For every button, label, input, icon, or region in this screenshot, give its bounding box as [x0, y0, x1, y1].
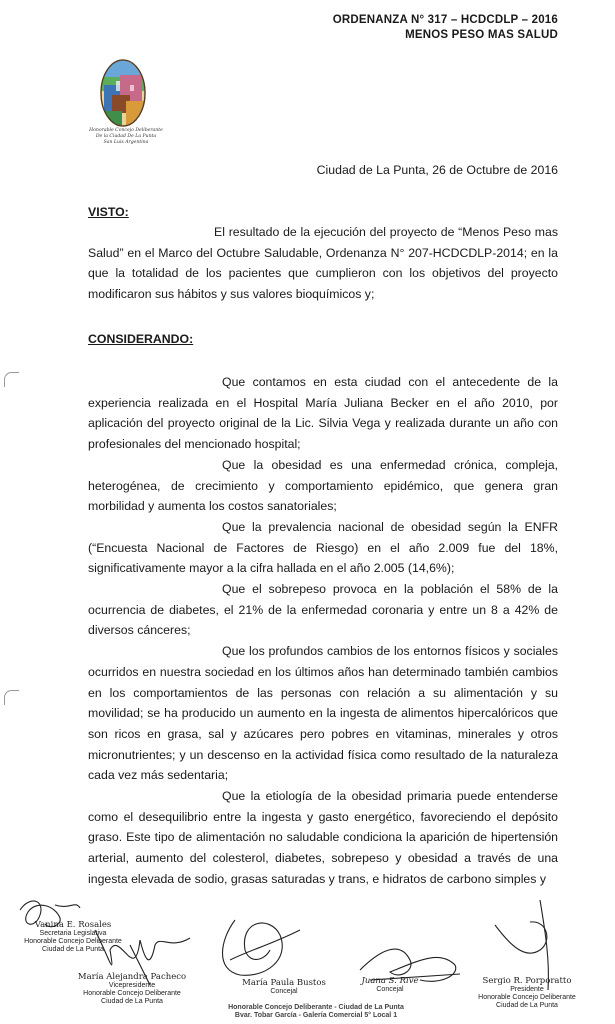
considerando-paragraph: Que contamos en esta ciudad con el antecedente de la experiencia realizada en el Hospital María Juliana Becker en el año 2010, por aplicación del proyecto original de la Lic. Silvia Vega y realizada durante un año con profesionales del mencionado hospital; [88, 375, 558, 452]
signature-area [0, 890, 615, 1024]
ordinance-number: ORDENANZA N° 317 – HCDCDLP – 2016 [332, 14, 558, 26]
considerando-paragraph: Que la etiología de la obesidad primaria puede entenderse como el desequilibrio entre la ingesta y gasto energético, favoreciendo el depósito graso. Este tipo de alimentación no saludable condiciona la aparición de hipertensión arterial, aumento del colesterol, diabetes, sobrepeso y obesidad a través de una ingesta elevada de sodio, grasas saturadas y trans, e hidratos de carbono simples y [88, 789, 558, 886]
ordinance-title: MENOS PESO MAS SALUD [405, 29, 558, 41]
signature-block-secretary: Vanina E. Rosales Secretaria Legislativa Honorable Concejo Deliberante Ciudad de La Punta [24, 920, 122, 953]
visto-paragraph: El resultado de la ejecución del proyecto de “Menos Peso mas Salud” en el Marco del Octubre Saludable, Ordenanza N° 207-HCDCDLP-2014; en la que la totalidad de los pacientes que cumplieron con los objetivos del proyecto modificaron sus hábitos y sus valores bioquímicos y; [88, 225, 558, 302]
signature-block-president: Sergio R. Porporatto Presidente Honorable Concejo Deliberante Ciudad de La Punta [478, 976, 576, 1009]
considerando-body [88, 372, 558, 890]
signature-block-councilor-bustos: María Paula Bustos Concejal [242, 978, 326, 995]
binder-hole [4, 372, 19, 387]
visto-heading: VISTO: [88, 205, 129, 219]
considerando-paragraph: Que el sobrepeso provoca en la población el 58% de la ocurrencia de diabetes, el 21% de la enfermedad coronaria y entre un 8 a 42% de diversos cánceres; [88, 582, 558, 638]
date-line: Ciudad de La Punta, 26 de Octubre de 2016 [316, 163, 558, 177]
considerando-heading: CONSIDERANDO: [88, 332, 194, 346]
signature-block-councilor-rive: Juana S. Rive Concejal [361, 976, 419, 993]
considerando-paragraph: Que la obesidad es una enfermedad crónica, compleja, heterogénea, de crecimiento y comportamiento epidémico, que genera gran morbilidad y aumenta los costos sanatoriales; [88, 457, 558, 514]
binder-hole [4, 690, 19, 705]
considerando-paragraph: Que los profundos cambios de los entornos físicos y sociales ocurridos en nuestra sociedad en los últimos años han determinado también cambios en los comportamientos de las personas con relación a su alimentación y su movilidad; se ha producido un aumento en la ingesta de alimentos hipercalóricos que son ricos en grasa, sal y azúcares pero pobres en vitaminas, minerales y otros micronutrientes; y un descenso en la actividad física como resultado de la naturaleza cada vez más sedentaria; [88, 644, 558, 783]
signature-block-vicepresident: María Alejandra Pacheco Vicepresidente Honorable Concejo Deliberante Ciudad de La Punta [77, 972, 187, 1005]
council-seal-icon [90, 55, 156, 130]
footer-stamp: Honorable Concejo Deliberante - Ciudad de La Punta Bvar. Tobar García - Galería Comercial 5° Local 1 [228, 1004, 404, 1019]
considerando-paragraph: Que la prevalencia nacional de obesidad según la ENFR (“Encuesta Nacional de Factores de Riesgo) en el año 2.009 fue del 18%, significativamente mayor a la cifra hallada en el año 2.005 (14,6%); [88, 519, 558, 576]
visto-body [88, 222, 558, 305]
seal-caption: Honorable Concejo Deliberante De la Ciudad De La Punta San Luis Argentina [89, 128, 163, 145]
